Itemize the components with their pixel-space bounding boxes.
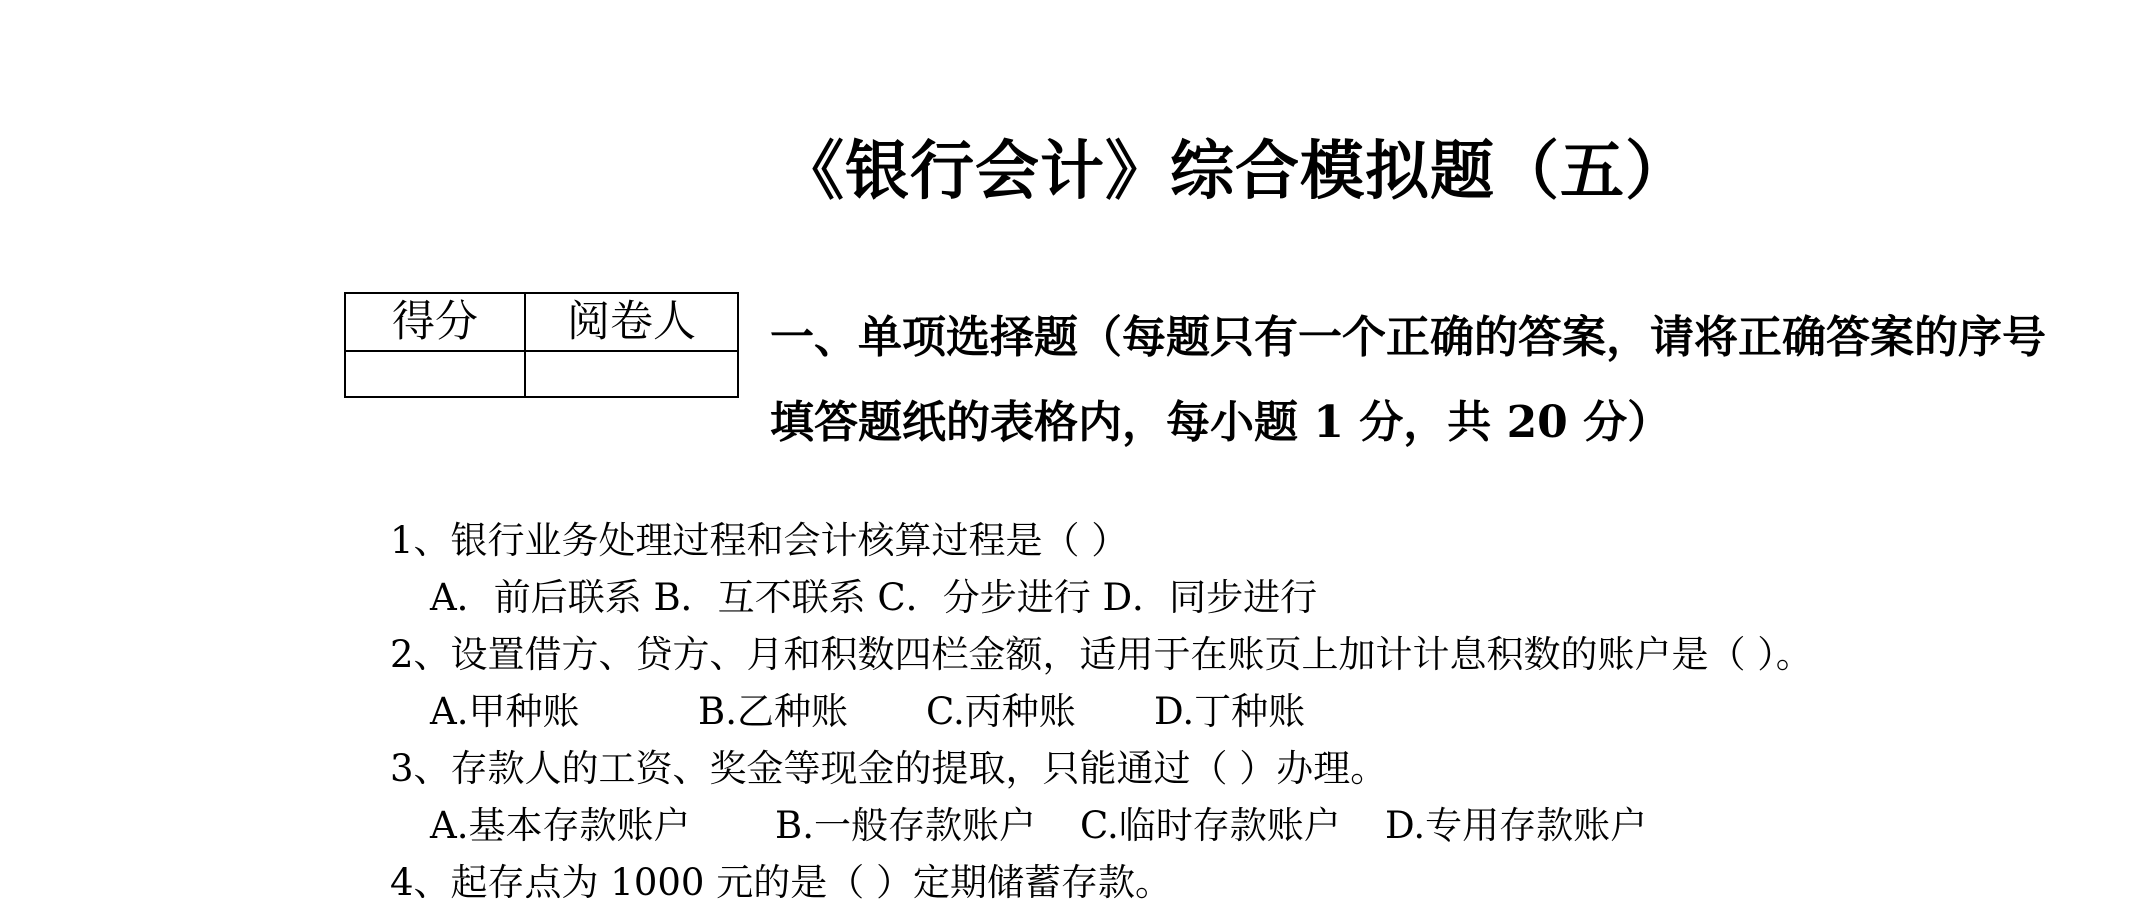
question-list (390, 512, 1813, 911)
question-1-options (390, 569, 1813, 626)
question-3-options (390, 797, 1813, 854)
question-1: 1、银行业务处理过程和会计核算过程是（ ） (390, 519, 1129, 562)
question-2-options (390, 683, 1813, 740)
grader-cell (525, 351, 738, 397)
section-heading (770, 295, 2120, 465)
question-2-option-c: C.丙种账 (926, 690, 1076, 733)
question-3-option-c: C.临时存款账户 (1080, 804, 1341, 847)
score-header: 得分 (345, 293, 525, 351)
question-3-option-d: D.专用存款账户 (1385, 804, 1648, 847)
section-heading-line2: 填答题纸的表格内，每小题 1 分，共 20 分） (770, 397, 1672, 448)
score-table (344, 292, 739, 398)
section-heading-line1: 一、单项选择题（每题只有一个正确的答案，请将正确答案的序号 (770, 312, 2046, 363)
question-1-options-text: A．前后联系 B．互不联系 C．分步进行 D．同步进行 (430, 576, 1318, 619)
score-cell (345, 351, 525, 397)
question-3-option-a: A.基本存款账户 (430, 804, 691, 847)
document-title: 《银行会计》综合模拟题（五） (780, 134, 1690, 209)
question-2-option-a: A.甲种账 (430, 690, 580, 733)
grader-header: 阅卷人 (525, 293, 738, 351)
question-3: 3、存款人的工资、奖金等现金的提取，只能通过（ ）办理。 (390, 747, 1388, 790)
question-2: 2、设置借方、贷方、月和积数四栏金额，适用于在账页上加计计息积数的账户是（ ）。 (390, 633, 1813, 676)
question-2-option-b: B.乙种账 (698, 690, 848, 733)
question-4: 4、起存点为 1000 元的是（ ）定期储蓄存款。 (390, 861, 1172, 904)
question-3-option-b: B.一般存款账户 (775, 804, 1036, 847)
question-2-option-d: D.丁种账 (1154, 690, 1306, 733)
